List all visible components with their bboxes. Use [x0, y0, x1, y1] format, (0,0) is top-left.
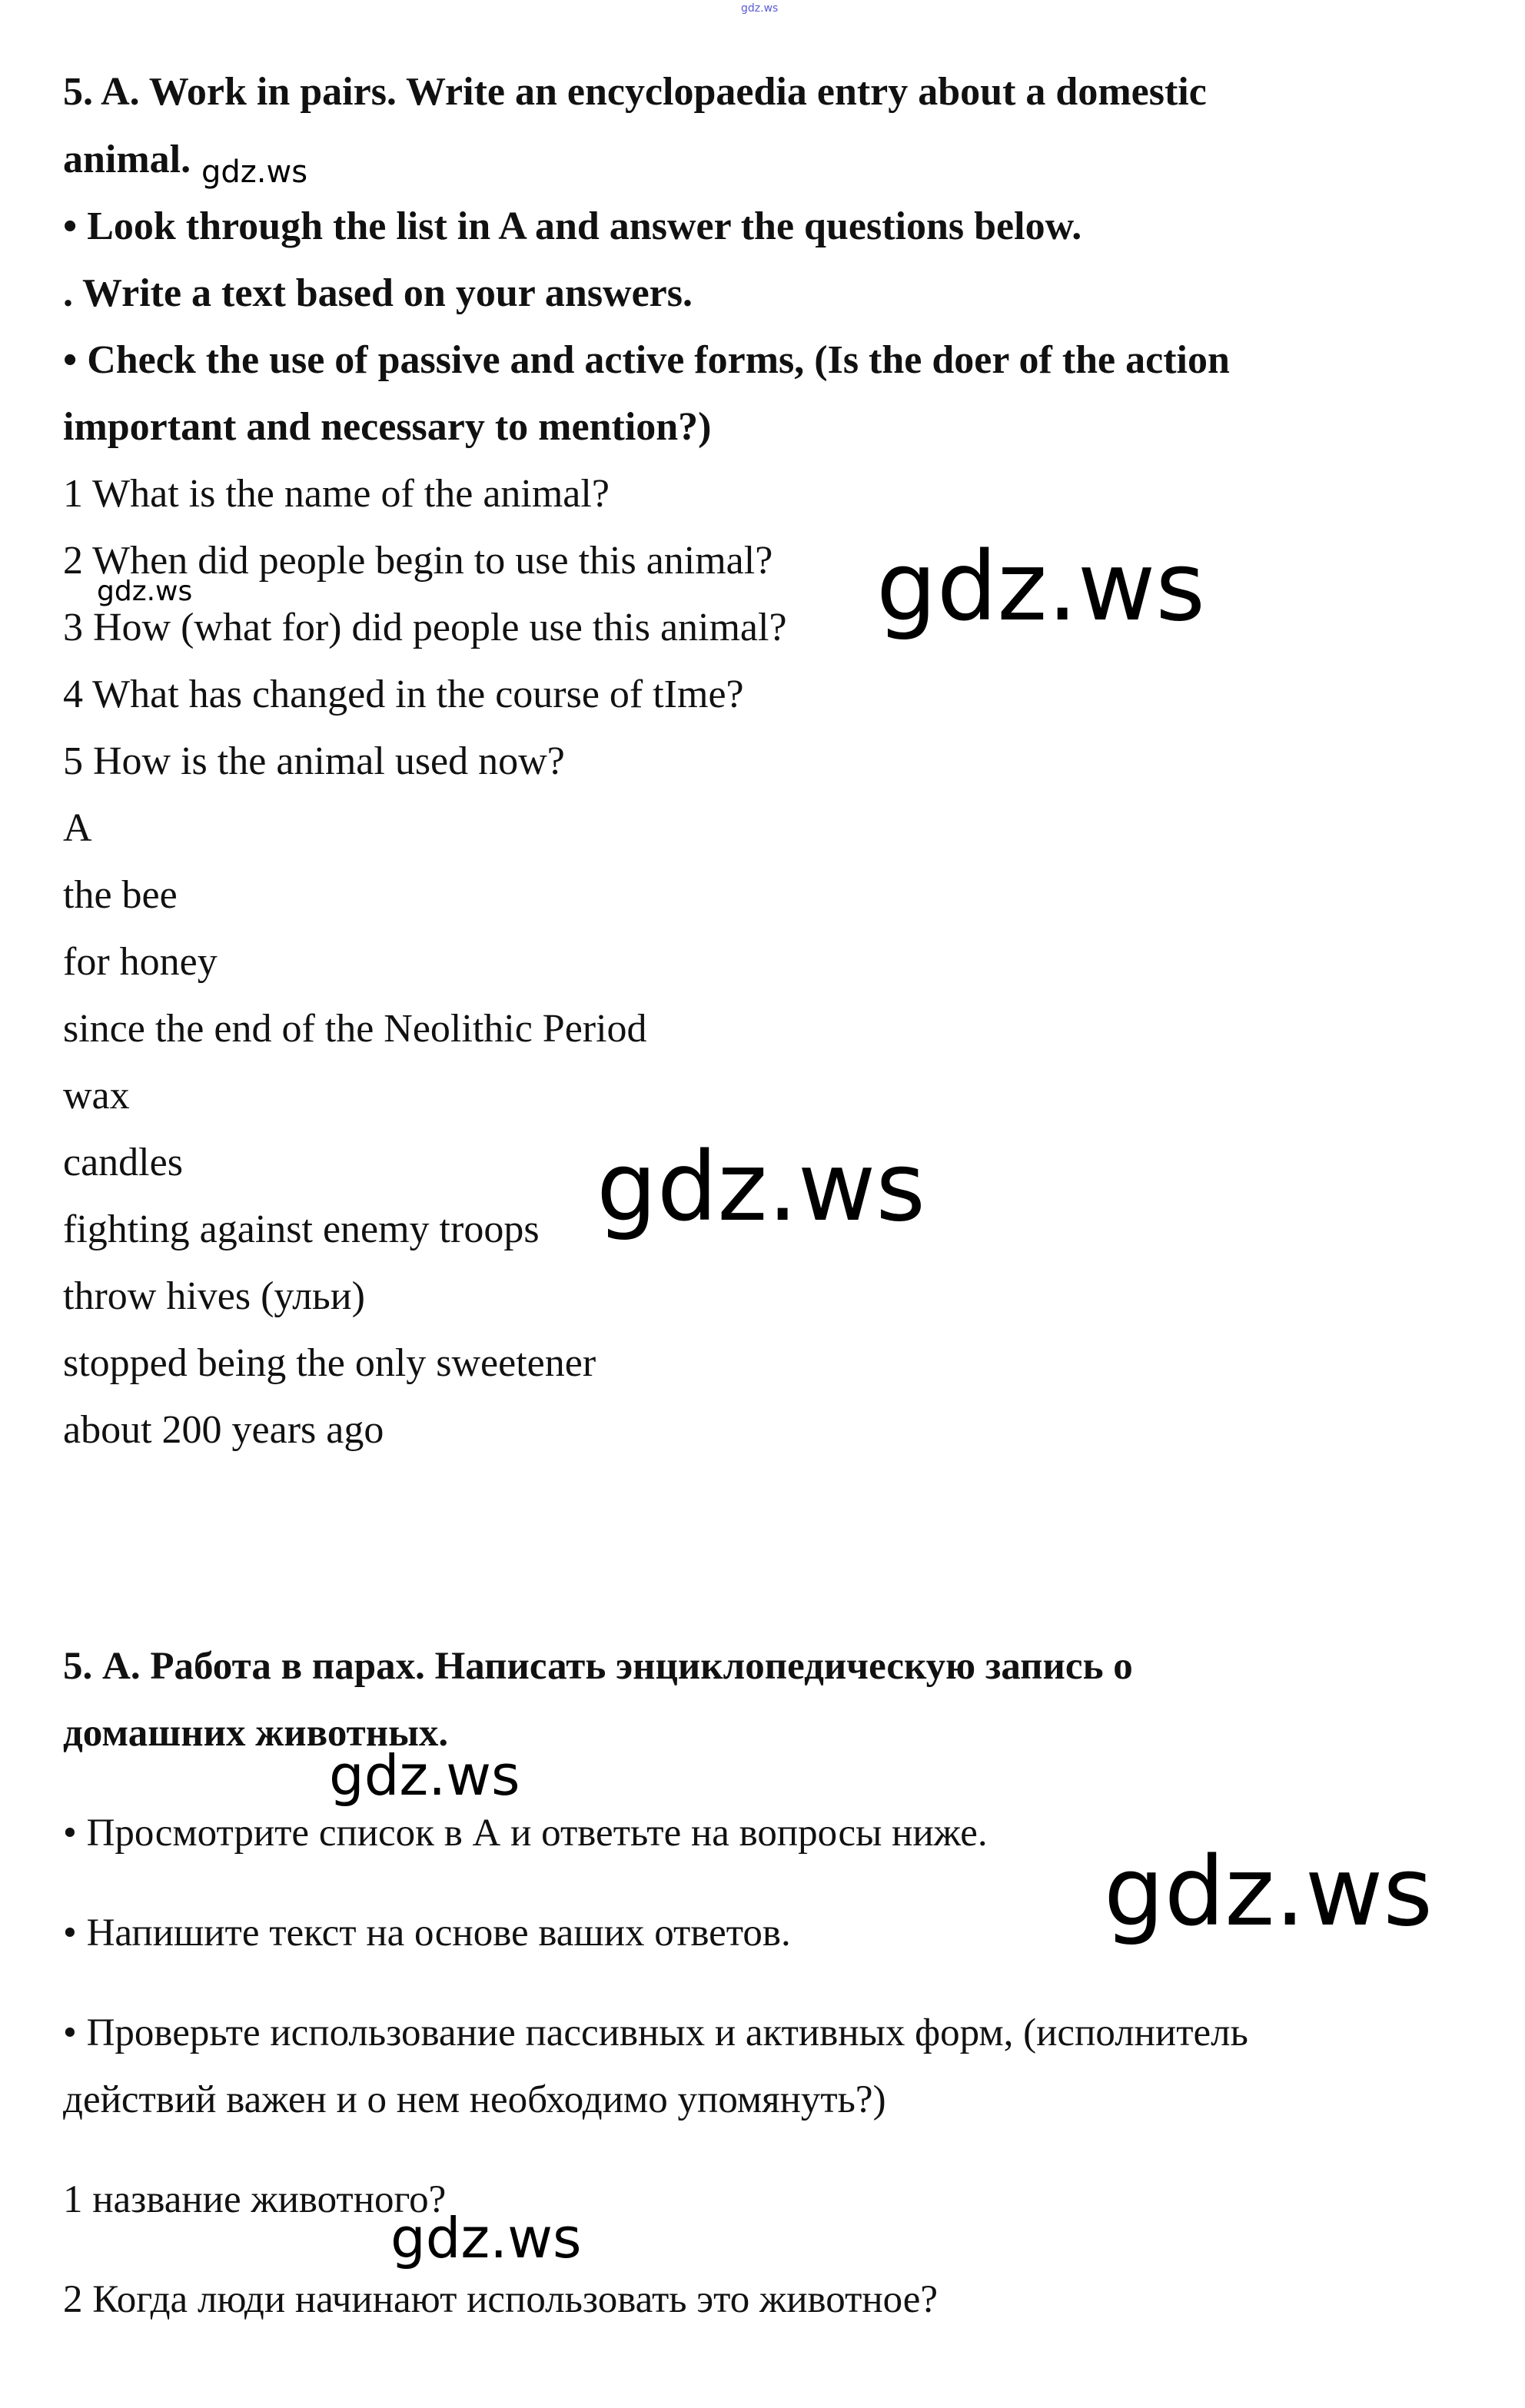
watermark: gdz.ws — [1104, 1837, 1433, 1948]
task-title-ru-line2: домашних животных. — [63, 1712, 449, 1755]
list-item: the bee — [63, 873, 178, 917]
instruction-en-3: • Check the use of passive and active forms, (Is the doer of the action — [63, 338, 1230, 382]
question-ru-1: 1 название животного? — [63, 2178, 447, 2221]
watermark: gdz.ws — [596, 1132, 925, 1243]
list-item: since the end of the Neolithic Period — [63, 1007, 647, 1051]
list-item: for honey — [63, 940, 218, 984]
watermark: gdz.ws — [876, 532, 1205, 643]
list-item: wax — [63, 1074, 130, 1118]
task-title-ru-line1: 5. А. Работа в парах. Написать энциклопедическую запись о — [63, 1645, 1133, 1688]
watermark: gdz.ws — [329, 1743, 520, 1808]
list-item: throw hives (ульи) — [63, 1274, 365, 1318]
instruction-en-1: • Look through the list in A and answer the questions below. — [63, 204, 1082, 248]
list-item: about 200 years ago — [63, 1408, 384, 1452]
instruction-ru-1: • Просмотрите список в А и ответьте на вопросы ниже. — [63, 1812, 988, 1855]
instruction-en-4: important and necessary to mention?) — [63, 405, 712, 449]
question-en-3: 3 How (what for) did people use this animal? — [63, 606, 787, 649]
task-title-en-line1: 5. A. Work in pairs. Write an encyclopaedia entry about a domestic — [63, 70, 1207, 114]
watermark-tiny: gdz.ws — [741, 2, 779, 15]
watermark: gdz.ws — [201, 154, 308, 190]
instruction-en-2: . Write a text based on your answers. — [63, 271, 693, 315]
instruction-ru-2: • Напишите текст на основе ваших ответов. — [63, 1911, 791, 1955]
instruction-ru-4: действий важен и о нем необходимо упомянуть?) — [63, 2078, 886, 2121]
question-en-4: 4 What has changed in the course of tIme? — [63, 673, 744, 716]
watermark: gdz.ws — [390, 2206, 582, 2270]
question-ru-2: 2 Когда люди начинают использовать это животное? — [63, 2278, 939, 2321]
question-en-1: 1 What is the name of the animal? — [63, 472, 610, 516]
question-en-2: 2 When did people begin to use this animal? — [63, 539, 773, 583]
list-item: fighting against enemy troops — [63, 1207, 540, 1251]
question-en-5: 5 How is the animal used now? — [63, 739, 565, 783]
instruction-ru-3: • Проверьте использование пассивных и активных форм, (исполнитель — [63, 2011, 1248, 2054]
list-item: stopped being the only sweetener — [63, 1341, 596, 1385]
list-item: candles — [63, 1141, 183, 1184]
watermark: gdz.ws — [97, 576, 193, 607]
task-title-en-line2: animal. — [63, 138, 191, 181]
list-label: A — [63, 806, 92, 850]
